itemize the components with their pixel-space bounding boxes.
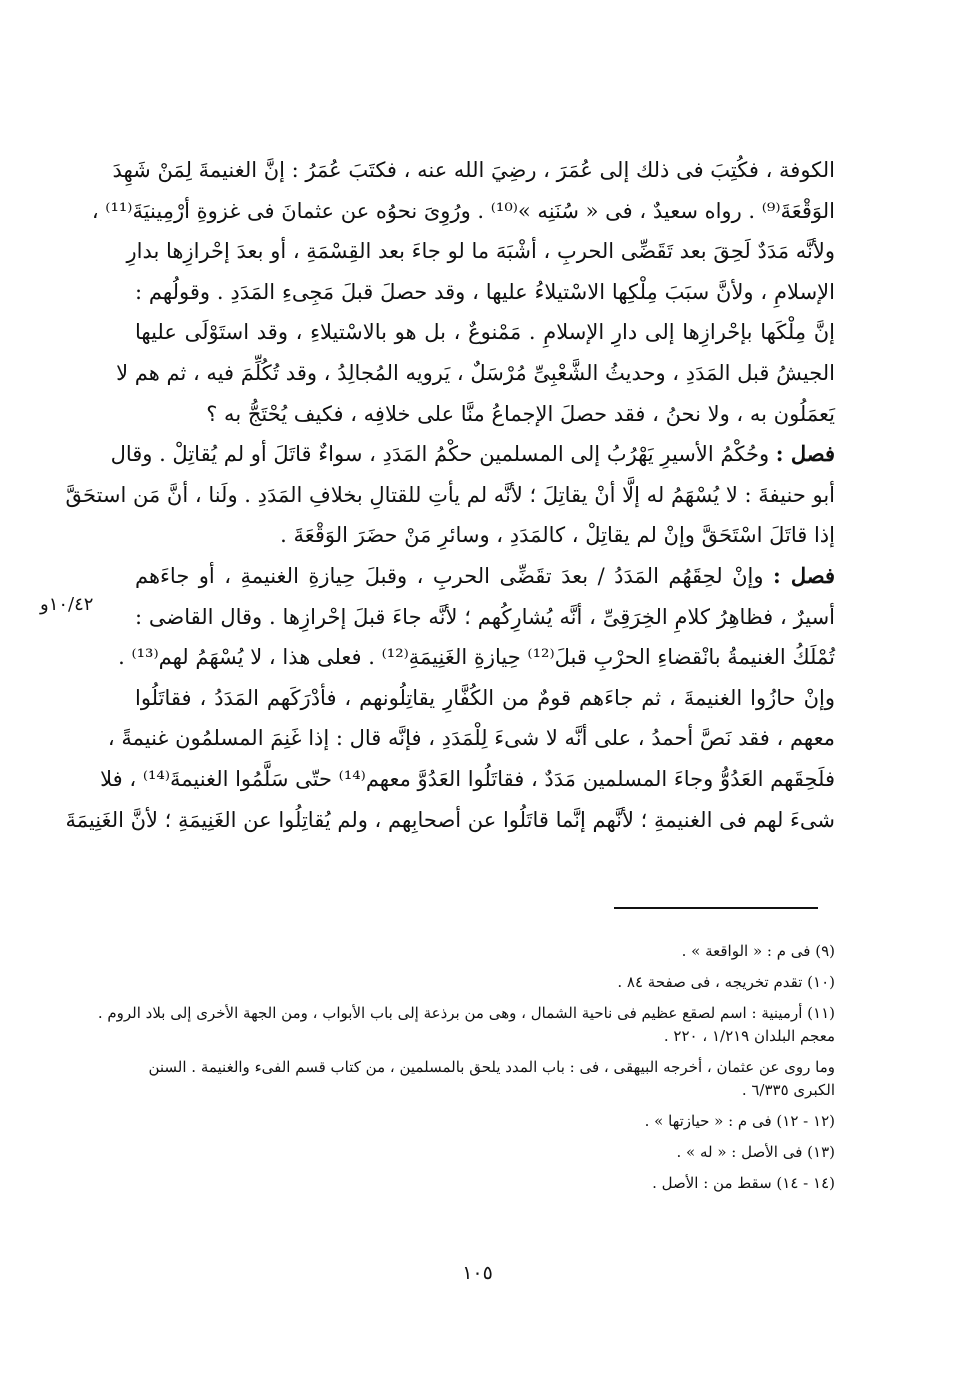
margin-folio-reference: ١٠/٤٢و: [40, 594, 94, 615]
text-line: تُمْلَكُ الغنيمةُ بانْقضاءِ الحرْبِ قبلَ⁽¹²⁾ حِيازةِ الغَنِيمَةِ⁽¹²⁾ . فعلى هذا ، لا يُسْهَمُ لهم⁽¹³⁾ .: [118, 645, 835, 670]
footnote-divider: [614, 907, 818, 909]
section-heading-line: فصل : وإنْ لحِقَهُم المَدَدُ / بعدَ تقَضِّى الحربِ ، وقبلَ حِيازةِ الغنيمةِ ، أو جاءَهم: [135, 562, 835, 588]
section-label: فصل :: [775, 441, 835, 467]
text-line: الوَقْعَةَ⁽⁹⁾ . رواه سعيدٌ ، فى « سُنَنِه »⁽¹⁰⁾ . ورُوِىَ نحوُه عن عثمانَ فى غزوةِ أرْمِينيَةَ⁽¹¹⁾ ،: [91, 198, 835, 223]
text-line: إذا قاتَلَ اسْتَحَقَّ وإنْ لم يقاتِلْ ، كالمَدَدِ ، وسائرِ مَنْ حضَرَ الوَقْعَةَ .: [280, 523, 835, 548]
text-line: الكوفة ، فكُتِبَ فى ذلك إلى عُمَرَ ، رضِيَ الله عنه ، فكتَبَ عُمَرُ : إنَّ الغنيمةَ لِمَنْ شَهِدَ: [112, 158, 835, 182]
text-line: معهم ، فقد نَصَّ أحمدُ ، على أنَّه لا شىءَ لِلْمَدَدِ ، فإنَّه قال : إذا غَنِمَ المسلمُون غنيمةً ،: [107, 726, 835, 751]
section-label: فصل :: [772, 562, 835, 588]
footnote: (١٣) فى الأصل : « له » .: [676, 1143, 835, 1161]
footnote: وما روى عن عثمان ، أخرجه البيهقى ، فى : باب المدد يلحق بالمسلمين ، من كتاب قسم الفىء والغنيمة . السنن الكبرى ٦/٣٣٥ .: [148, 1058, 835, 1099]
footnote: (١٢ - ١٢) فى م : « حيازتها » .: [644, 1112, 835, 1130]
text-line: الإسلامِ ، ولأنَّ سبَبَ مِلْكِها الاسْتيلاءُ عليها ، وقد حصلَ قبلَ مَجِىءِ المَدَدِ . وقولُهم :: [135, 279, 835, 304]
text-line: يَعمَلُون به ، ولا نحنُ ، فقد حصلَ الإجماعُ منَّا على خلافِه ، فكيف يُحْتَجُّ به ؟: [206, 401, 835, 426]
text-line: الجيشُ قبل المَدَدِ ، وحديثُ الشَّعْبِىِّ مُرْسَلٌ ، يَرويه المُجالِدُ ، وقد تُكُلِّمَ فيه ، ثم هم لا: [116, 360, 835, 385]
page-number: ١٠٥: [462, 1262, 493, 1284]
text-line: أبو حنيفةَ : لا يُسْهَمُ له إلَّا أنْ يقاتِلَ ؛ لأنَّه لم يأتِ للقتالِ بخلافِ المَدَدِ . ولَنا ، أنَّ مَن استحَقَّ: [65, 482, 835, 507]
text-line: إنَّ مِلْكَها بإحْرازِها إلى دارِ الإسلامِ . مَمْنوعٌ ، بل هو بالاسْتيلاءِ ، وقد استَوْلَى عليها: [135, 320, 835, 345]
footnotes: [97, 940, 835, 1203]
text-line: شىءَ لهم فى الغنيمةِ ؛ لأنَّهم إنَّما قاتَلُوا عن أصحابِهم ، ولم يُقاتِلُوا عن الغَنِيمَةِ ؛ لأنَّ الغَنِيمَةَ: [65, 807, 835, 832]
text-line: وإنْ حازُوا الغنيمةَ ، ثم جاءَهم قومٌ من الكُفَّارِ يقاتِلُونهم ، فأدْرَكَهم المَدَدُ ، فقاتَلُوا: [135, 685, 835, 710]
footnote: (٩) فى م : « الواقعة » .: [681, 942, 835, 960]
footnote: (١٤ - ١٤) سقط من : الأصل .: [652, 1174, 835, 1192]
text-line: فلَحِقَهم العَدُوُّ وجاءَ المسلمين مَدَدٌ ، فقاتَلُوا العَدُوَّ معهم⁽¹⁴⁾ حتّى سَلَّمُوا الغنيمةَ⁽¹⁴⁾ ، فلا: [100, 766, 835, 791]
text-line: ولأنَّه مَدَدٌ لَحِقَ بعد تَقَضِّى الحربِ ، أشْبَهَ ما لو جاءَ بعد القِسْمَةِ ، أو بعدَ إحْرازِها بدارِ: [126, 239, 835, 264]
section-heading-line: فصل : وحُكْمُ الأسيرِ يَهْرُبُ إلى المسلمين حكْمُ المَدَدِ ، سواءٌ قاتَلَ أو لم يُقاتِلْ . وقال: [110, 441, 835, 467]
footnote: (١٠) تقدم تخريجه ، فى صفحة ٨٤ .: [617, 973, 835, 991]
text-line: أسيرٌ ، فظاهِرُ كلامِ الخِرَقِىِّ ، أنَّه يُشارِكُهم ؛ لأنَّه جاءَ قبلَ إحْرازِها . وقال القاضى :: [135, 604, 835, 629]
footnote: (١١) أرمينية : اسم لصقع عظيم فى ناحية الشمال ، وهى من برذعة إلى باب الأبواب ، ومن الجهة الأخرى إلى بلاد الروم . معجم البلدان ١/٢١٩ ، ٢٢٠ .: [97, 1004, 835, 1045]
